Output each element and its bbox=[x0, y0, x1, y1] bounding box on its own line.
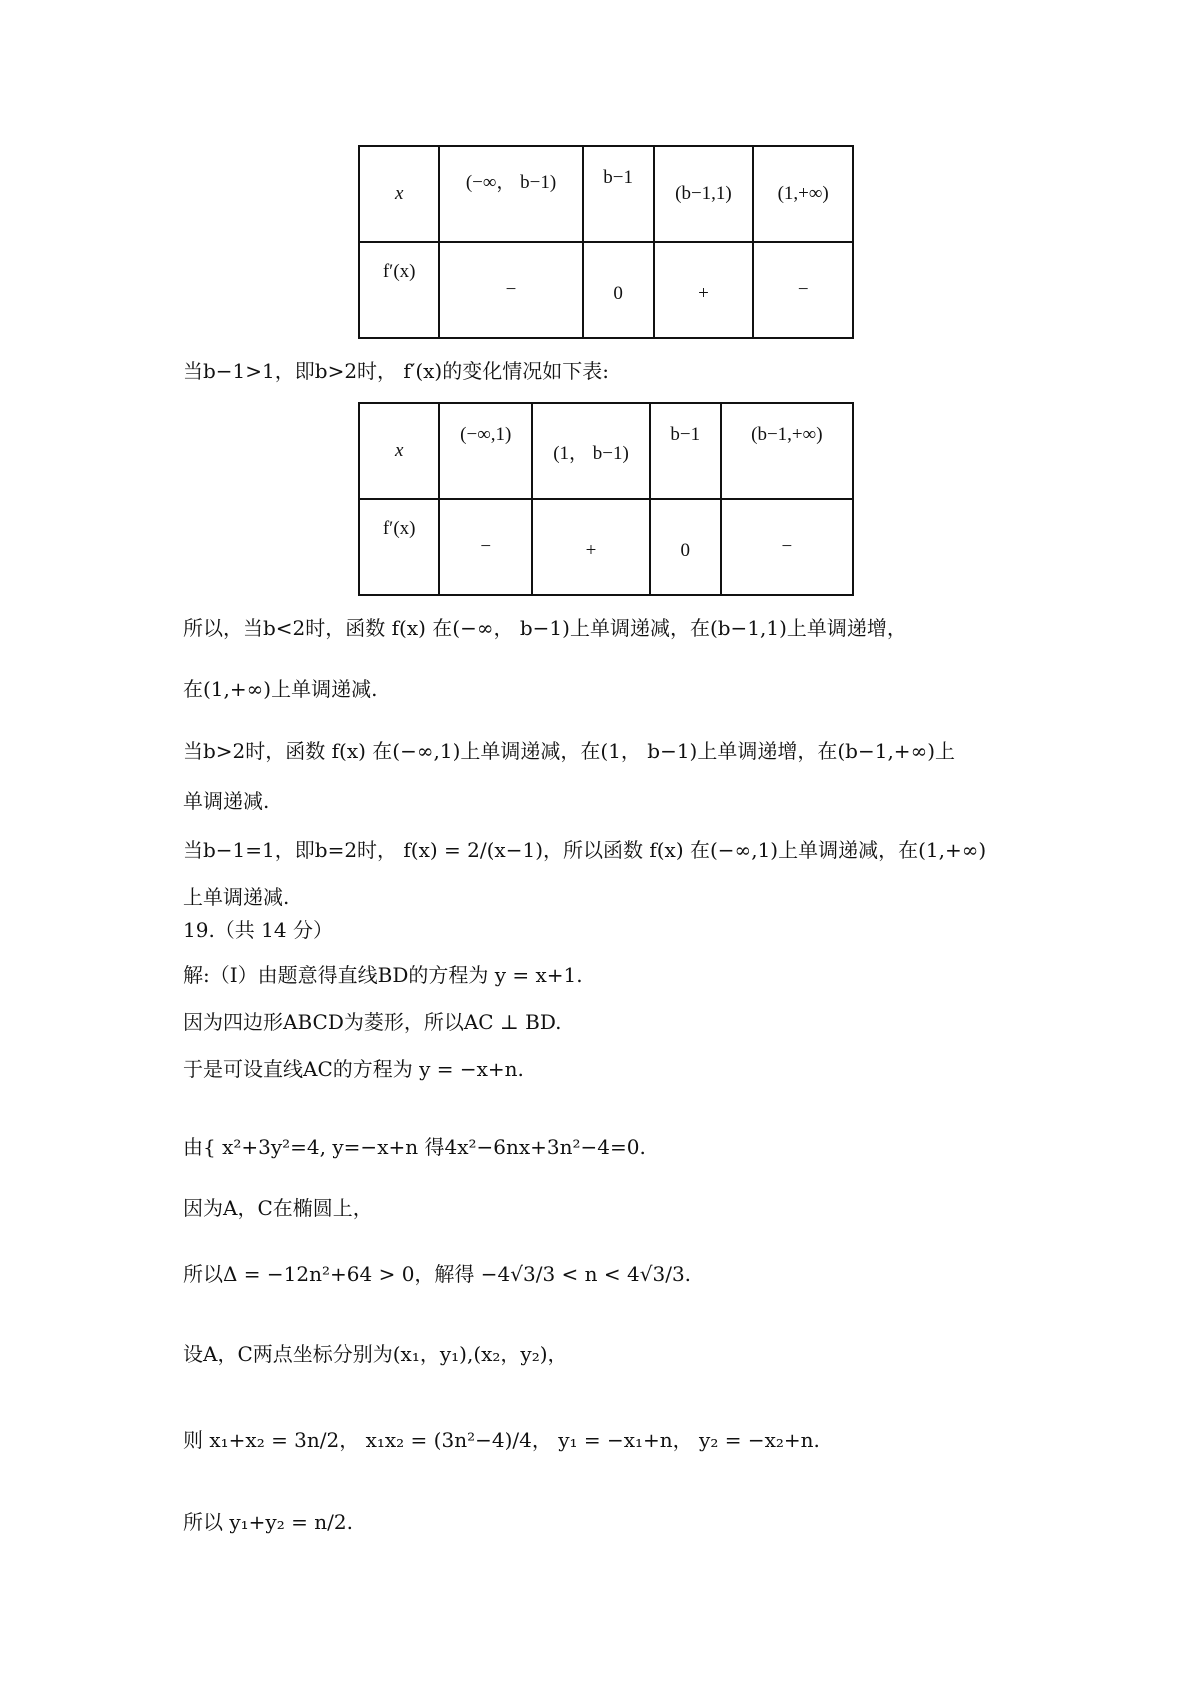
table-cell: − bbox=[439, 242, 582, 338]
text-line: 则 x₁+x₂ = 3n/2， x₁x₂ = (3n²−4)/4， y₁ = −x₁+n， y₂ = −x₂+n. bbox=[183, 1428, 820, 1452]
table-cell: (1， b−1) bbox=[532, 403, 650, 499]
table-cell: − bbox=[753, 242, 853, 338]
text-line: 上单调递减. bbox=[183, 885, 290, 909]
text-line: 单调递减. bbox=[183, 789, 270, 813]
table-cell: b−1 bbox=[583, 146, 654, 242]
table-cell: − bbox=[439, 499, 532, 595]
text-line: 当b−1=1，即b=2时， f(x) = 2/(x−1)，所以函数 f(x) 在(−∞,1)上单调递减，在(1,+∞) bbox=[183, 838, 987, 862]
table-cell: 0 bbox=[650, 499, 721, 595]
text-line: 因为A，C在椭圆上， bbox=[183, 1196, 373, 1220]
text-line: 因为四边形ABCD为菱形，所以AC ⊥ BD. bbox=[183, 1010, 562, 1034]
table-cell: (b−1,+∞) bbox=[721, 403, 853, 499]
text-line: 由{ x²+3y²=4, y=−x+n 得4x²−6nx+3n²−4=0. bbox=[183, 1135, 646, 1159]
text-line: 所以 y₁+y₂ = n/2. bbox=[183, 1510, 353, 1534]
table-cell: b−1 bbox=[650, 403, 721, 499]
table-cell: (−∞， b−1) bbox=[439, 146, 582, 242]
table-cell: (b−1,1) bbox=[654, 146, 754, 242]
text-line: 解:（Ⅰ）由题意得直线BD的方程为 y = x+1. bbox=[183, 963, 583, 987]
table-cell: x bbox=[359, 403, 439, 499]
table-row bbox=[359, 242, 853, 338]
case-text-b-greater-2: 当b−1>1，即b>2时， f′(x)的变化情况如下表: bbox=[183, 359, 609, 383]
text-line: 当b>2时，函数 f(x) 在(−∞,1)上单调递减，在(1， b−1)上单调递增，在(b−1,+∞)上 bbox=[183, 739, 956, 763]
table-cell: + bbox=[654, 242, 754, 338]
derivative-sign-table-case-b-greater-2 bbox=[358, 402, 854, 596]
table-row bbox=[359, 146, 853, 242]
table-cell: f′(x) bbox=[359, 499, 439, 595]
table-cell: (−∞,1) bbox=[439, 403, 532, 499]
text-line: 设A，C两点坐标分别为(x₁，y₁),(x₂，y₂)， bbox=[183, 1342, 568, 1366]
table-cell: + bbox=[532, 499, 650, 595]
table-cell: (1,+∞) bbox=[753, 146, 853, 242]
table-cell: 0 bbox=[583, 242, 654, 338]
problem-number: 19.（共 14 分） bbox=[183, 918, 333, 942]
table-row bbox=[359, 403, 853, 499]
text-line: 所以Δ = −12n²+64 > 0，解得 −4√3/3 < n < 4√3/3. bbox=[183, 1262, 692, 1286]
derivative-sign-table-case-b-less-2 bbox=[358, 145, 854, 339]
table-cell: x bbox=[359, 146, 439, 242]
table-cell: − bbox=[721, 499, 853, 595]
text-line: 于是可设直线AC的方程为 y = −x+n. bbox=[183, 1057, 524, 1081]
table-row bbox=[359, 499, 853, 595]
table-cell: f′(x) bbox=[359, 242, 439, 338]
text-line: 所以，当b<2时，函数 f(x) 在(−∞， b−1)上单调递减，在(b−1,1)上单调递增， bbox=[183, 616, 907, 640]
text-line: 在(1,+∞)上单调递减. bbox=[183, 677, 378, 701]
